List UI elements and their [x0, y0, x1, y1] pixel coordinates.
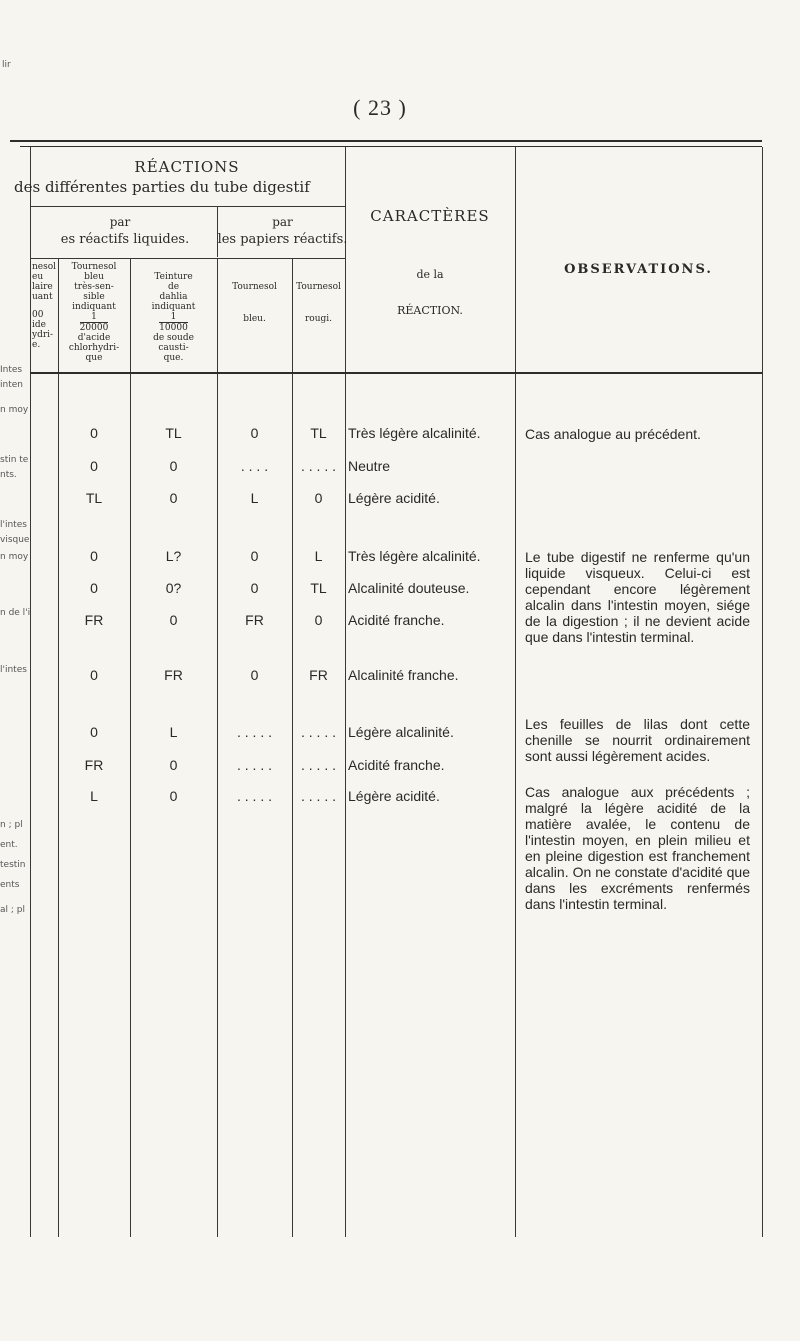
table-cell: 0	[169, 757, 178, 773]
reaction-character: Légère acidité.	[348, 490, 440, 506]
col-header-c1	[32, 262, 58, 350]
table-cell: L	[314, 548, 323, 564]
table-border-left	[30, 147, 31, 1237]
table-cell: 0	[90, 724, 98, 740]
margin-fragment: ents	[0, 880, 20, 890]
top-rule	[10, 140, 762, 142]
title-underline	[30, 206, 345, 207]
divider-c2	[58, 258, 59, 1237]
caracteres-reaction: RÉACTION.	[397, 304, 463, 317]
reaction-character: Légère acidité.	[348, 788, 440, 804]
caracteres-title: CARACTÈRES	[370, 207, 490, 225]
observations-title: OBSERVATIONS.	[564, 262, 713, 277]
table-cell: . . . . .	[236, 724, 272, 740]
margin-fragment: nts.	[0, 470, 17, 480]
margin-fragment: ent.	[0, 840, 18, 850]
table-cell: . . . . .	[236, 788, 272, 804]
divider-c3	[130, 258, 131, 1237]
header-bottom-rule	[30, 372, 762, 374]
reaction-character: Alcalinité franche.	[348, 667, 459, 683]
table-cell: TL	[310, 425, 327, 441]
col-header-c2: Tournesol bleu très-sen- sible indiquant $\frac{1}{20000}$ d'acide chlorhydri- que	[68, 262, 120, 363]
margin-fragment: n moy	[0, 552, 29, 562]
margin-fragment: al ; pl	[0, 905, 25, 915]
liquids-par: par	[109, 215, 131, 229]
table-cell: FR	[245, 612, 264, 628]
table-cell: FR	[309, 667, 328, 683]
papers-par: par	[272, 215, 293, 229]
col-header-c1-line: uant	[32, 292, 53, 302]
liquids-label: es réactifs liquides.	[60, 232, 190, 247]
table-cell: FR	[164, 667, 183, 683]
divider-groups	[217, 207, 218, 257]
table-cell: L	[90, 788, 98, 804]
table-cell: 0	[250, 425, 259, 441]
table-cell: 0	[169, 788, 178, 804]
table-cell: 0	[169, 490, 178, 506]
table-cell: L?	[165, 548, 182, 564]
papers-label: les papiers réactifs.	[217, 232, 348, 247]
margin-fragment: n de l'i	[0, 608, 31, 618]
table-cell: 0	[314, 490, 323, 506]
observation-4: Cas analogue aux précédents ; malgré la légère acidité de la matière avalée, le contenu de l'intestin moyen, en plein milieu et en pleine digestion est franchement alcalin. On ne constate d'acidité que dans les excréments renfermés dans l'intestin terminal.	[525, 784, 750, 912]
table-cell: 0	[90, 548, 98, 564]
col-header-c1-line: e.	[32, 340, 41, 350]
table-cell: 0	[90, 458, 98, 474]
observation-3: Les feuilles de lilas dont cette chenille se nourrit ordinairement sont aussi légèrement acides.	[525, 716, 750, 764]
table-cell: TL	[310, 580, 327, 596]
reaction-character: Très légère alcalinité.	[348, 548, 481, 564]
col-header-c1-line: eu	[32, 272, 44, 282]
table-subtitle: des différentes parties du tube digestif	[14, 178, 310, 196]
table-cell: L	[250, 490, 259, 506]
table-cell: . . . . .	[300, 458, 336, 474]
table-cell: 0	[250, 580, 259, 596]
margin-fragment: lir	[2, 60, 11, 70]
divider-observations	[515, 147, 516, 1237]
col-header-c3: Teinture de dahlia indiquant $\frac{1}{10000}$ de soude causti- que.	[151, 272, 196, 363]
reaction-character: Alcalinité douteuse.	[348, 580, 470, 596]
page-number: ( 23 )	[353, 95, 407, 120]
observation-1: Cas analogue au précédent.	[525, 426, 701, 442]
observation-2: Le tube digestif ne renferme qu'un liquide visqueux. Celui-ci est cependant encore légèrement alcalin dans l'intestin moyen, siége de la digestion ; il ne devient acide que dans l'intestin terminal.	[525, 549, 750, 645]
table-cell: 0	[169, 612, 178, 628]
col-header-c1-line: ide	[32, 320, 46, 330]
table-cell: 0	[250, 667, 259, 683]
table-cell: . . . . .	[300, 757, 336, 773]
table-title: RÉACTIONS	[134, 158, 240, 176]
col-header-c1-line: laire	[32, 282, 53, 292]
divider-c5	[292, 258, 293, 1237]
margin-fragment: n ; pl	[0, 820, 23, 830]
margin-fragment: testin	[0, 860, 26, 870]
caracteres-de: de la	[416, 268, 444, 281]
table-cell: 0	[250, 548, 259, 564]
reaction-character: Neutre	[348, 458, 391, 474]
reaction-character: Acidité franche.	[348, 612, 445, 628]
table-cell: 0	[314, 612, 323, 628]
table-cell: 0	[90, 425, 98, 441]
divider-c4	[217, 258, 218, 1237]
table-cell: TL	[165, 425, 182, 441]
table-cell: 0	[90, 580, 98, 596]
reaction-character: Très légère alcalinité.	[348, 425, 481, 441]
margin-fragment: l'intes	[0, 665, 27, 675]
col-header-c1-line: ydri-	[32, 330, 54, 340]
table-cell: FR	[84, 757, 104, 773]
margin-fragment: Intes	[0, 365, 23, 375]
margin-fragment: stin te	[0, 455, 29, 465]
col-header-c4: Tournesol bleu.	[232, 282, 277, 324]
table-cell: . . . . .	[300, 788, 336, 804]
col-header-c1-line: 00	[32, 310, 44, 320]
table-border-right	[762, 147, 763, 1237]
table-cell: FR	[84, 612, 104, 628]
table-cell: . . . . .	[236, 757, 272, 773]
col-header-c1-line: nesol	[32, 262, 57, 272]
margin-fragment: inten	[0, 380, 23, 390]
reaction-character: Légère alcalinité.	[348, 724, 454, 740]
reaction-character: Acidité franche.	[348, 757, 445, 773]
table-cell: TL	[85, 490, 103, 506]
margin-fragment: l'intes	[0, 520, 27, 530]
table-cell: 0	[90, 667, 98, 683]
margin-fragment: visque	[0, 535, 30, 545]
col-header-c5: Tournesol rougi.	[296, 282, 341, 324]
table-cell: . . . . .	[300, 724, 336, 740]
margin-fragment: n moy	[0, 405, 29, 415]
table-cell: 0	[169, 458, 178, 474]
table-cell: 0?	[165, 580, 182, 596]
groups-underline	[30, 258, 345, 259]
table-cell: L	[169, 724, 178, 740]
top-rule-2	[20, 146, 762, 147]
table-cell: . . . .	[240, 458, 269, 474]
